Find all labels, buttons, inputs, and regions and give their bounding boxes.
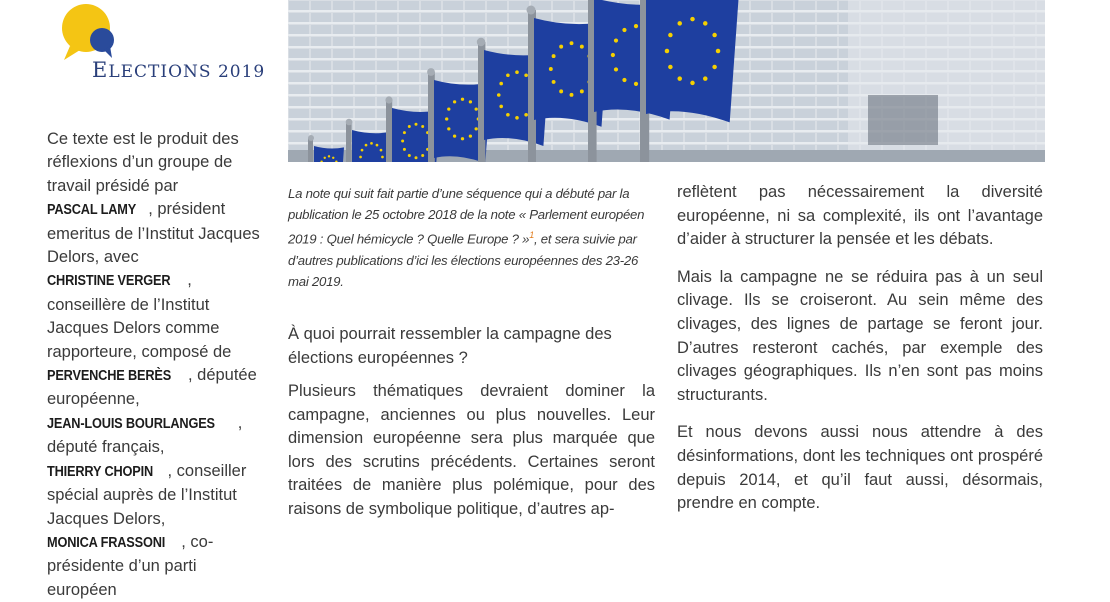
body-paragraph: Et nous devons aussi nous attendre à des désinformations, dont les techniques ont prospéré depuis 2014, et qu’il faut aussi, désormais, prendre en compte. <box>677 423 1043 513</box>
author-name: THIERRY CHOPIN <box>47 463 154 480</box>
section-question: À quoi pourrait ressembler la campagne des élections européennes ? <box>288 325 612 367</box>
middle-column <box>288 323 655 531</box>
credit-text: , président emeritus de l’Institut Jacques Delors, avec <box>47 200 260 267</box>
photo-caption: La note qui suit fait partie d’une séquence qui a débuté par la publication le 25 octobre 2018 de la note « Parlement européen 2019 : Quel hémicycle ? Quelle Europe ? »$^1$, et sera suivie par d’autres publications d’ici les élections européennes des 23-26 mai 2019. <box>288 186 645 290</box>
footnote-ref[interactable]: 1 <box>529 230 534 241</box>
author-name: PASCAL LAMY <box>47 202 137 219</box>
credit-text: , conseillère de l’Institut Jacques Delors comme rapporteure, composé de <box>47 271 232 361</box>
right-column <box>677 181 1043 530</box>
speech-bubble-icon <box>60 4 130 62</box>
credit-text: Ce texte est le produit des réflexions d’un groupe de travail présidé par <box>47 130 239 195</box>
credit-text: , conseiller spécial auprès de l’Institut Jacques Delors, <box>47 461 247 528</box>
eu-flags-photo <box>288 0 1045 162</box>
author-name: JEAN-LOUIS BOURLANGES <box>47 415 215 432</box>
flagpole <box>386 100 392 162</box>
body-paragraph: Plusieurs thématiques devraient dominer la campagne, anciennes ou plus nouvelles. Leur dimension européenne sera plus marquée que lors des scrutins précédents. Certaines seront traitées de manière plus polémique, pour des raisons de symbolique politique, d’autres ap- <box>288 382 655 518</box>
author-credits <box>47 128 262 602</box>
credit-text: , député français, <box>47 413 243 457</box>
author-name: CHRISTINE VERGER <box>47 273 171 290</box>
flagpole <box>308 138 313 162</box>
credit-text: , co-présidente d’un parti européen <box>47 532 214 599</box>
author-name: PERVENCHE BERÈS <box>47 368 172 385</box>
elections-2019-logo <box>60 4 266 82</box>
credit-text: , députée européenne, <box>47 366 257 409</box>
flagpole <box>346 122 352 162</box>
author-name: MONICA FRASSONI <box>47 534 166 551</box>
eu-flag <box>352 130 391 162</box>
logo-label: ELECTIONS 2019 <box>92 58 266 82</box>
body-paragraph: reflètent pas nécessairement la diversité européenne, ni sa complexité, ils ont l’avantage d’aider à structurer la pensée et les débats. <box>677 183 1043 249</box>
flagpole <box>428 72 435 162</box>
body-paragraph: Mais la campagne ne se réduira pas à un seul clivage. Ils se croiseront. Au sein même des clivages, des lignes de partage se feront jour. D’autres resteront cachés, par exemple des clivages géographiques. Ils n’en sont pas moins structurants. <box>677 267 1043 404</box>
